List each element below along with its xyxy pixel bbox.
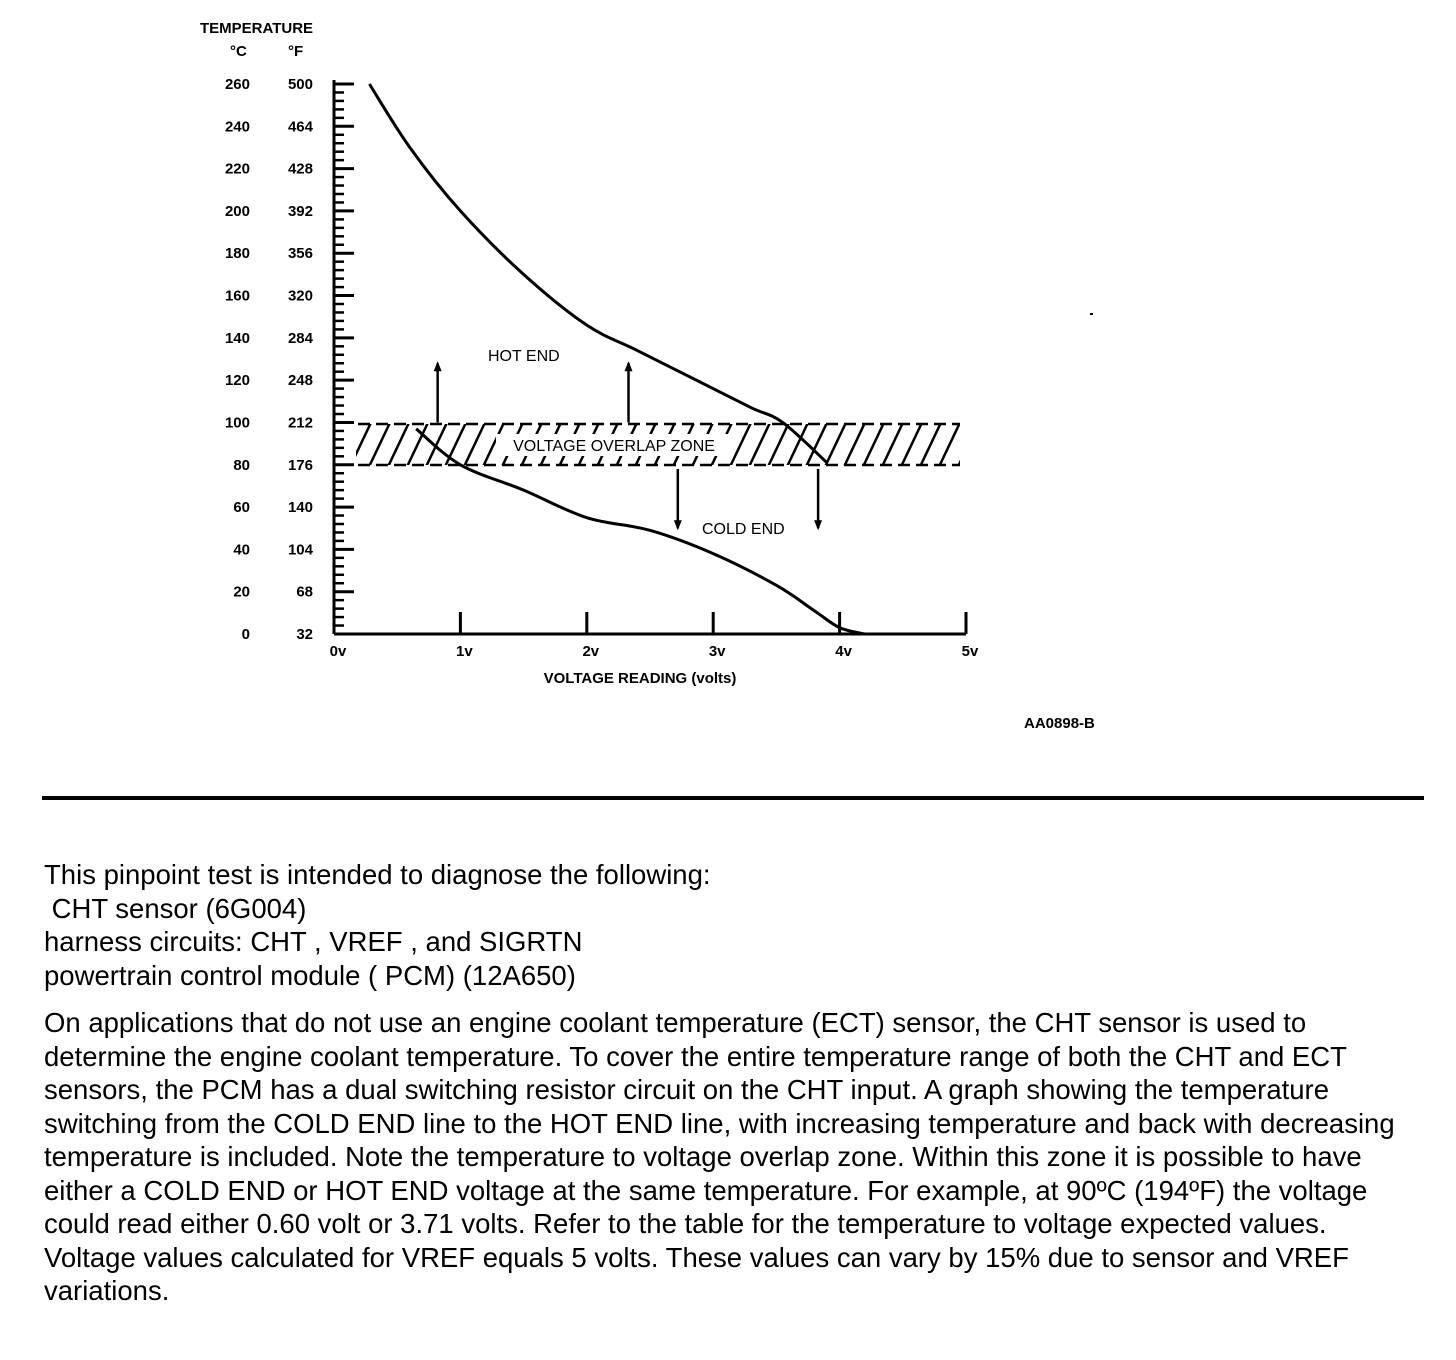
y-tick-label-fahrenheit: 68 <box>296 583 313 601</box>
overlap-hatch-line <box>426 420 448 466</box>
cold-end-curve <box>416 429 865 634</box>
figure-id: AA0898-B <box>1024 715 1095 732</box>
y-tick-label-celsius: 20 <box>233 583 250 601</box>
y-tick-label-celsius: 120 <box>224 372 250 390</box>
cold-end-label: COLD END <box>702 521 785 538</box>
y-tick-label-fahrenheit: 500 <box>287 76 313 93</box>
y-tick-label-celsius: 180 <box>224 245 250 263</box>
overlap-hatch-line <box>901 420 923 466</box>
overlap-hatch-line <box>350 420 372 466</box>
y-tick-label-celsius: 160 <box>224 287 250 305</box>
y-tick-label-celsius: 100 <box>224 414 250 432</box>
y-tick-label-celsius: 40 <box>233 541 250 559</box>
transition-arrow-head <box>674 520 682 530</box>
x-tick-label: 2v <box>582 643 600 660</box>
y-tick-label-celsius: 220 <box>224 160 250 178</box>
x-tick-label: 0v <box>329 643 347 660</box>
y-tick-label-fahrenheit: 104 <box>287 541 313 559</box>
y-tick-label-celsius: 260 <box>224 76 250 93</box>
overlap-hatch-line <box>464 420 486 466</box>
y-axis-fahrenheit-unit: °F <box>288 43 304 60</box>
transition-arrow-head <box>434 361 442 371</box>
transition-arrow-head <box>814 520 822 530</box>
item-cht-sensor: CHT sensor (6G004) <box>44 892 307 924</box>
overlap-hatch-line <box>882 420 904 466</box>
x-axis-title: VOLTAGE READING (volts) <box>543 670 737 687</box>
overlap-hatch-line <box>844 420 866 466</box>
stray-dot-mark <box>1090 313 1093 315</box>
y-tick-label-celsius: 0 <box>241 626 250 643</box>
overlap-hatch-line <box>407 420 429 466</box>
voltage-overlap-zone <box>350 420 999 466</box>
y-tick-label-fahrenheit: 248 <box>287 372 313 390</box>
y-tick-label-celsius: 60 <box>233 499 250 517</box>
overlap-hatch-line <box>920 420 942 466</box>
paragraph-description: On applications that do not use an engine coolant temperature (ECT) sensor, the CHT sensor is used to determine the engine coolant temperature. To cover the entire temperature range of both the CHT and ECT sensors, the PCM has a dual switching resistor circuit on the CHT input. A graph showing the temperature switching from the COLD END line to the HOT END line, with increasing temperature and back with decreasing temperature is included. Note the temperature to voltage overlap zone. Within this zone it is possible to have either a COLD END or HOT END voltage at the same temperature. For example, at 90ºC (194ºF) the voltage could read either 0.60 volt or 3.71 volts. Refer to the table for the temperature to voltage expected values. <box>44 1007 1395 1239</box>
y-tick-label-celsius: 200 <box>224 202 250 220</box>
y-tick-label-celsius: 80 <box>233 456 250 474</box>
x-tick-label: 5v <box>961 643 979 660</box>
y-tick-label-fahrenheit: 356 <box>287 245 313 263</box>
y-tick-label-fahrenheit: 320 <box>287 287 313 305</box>
x-tick-label: 3v <box>708 643 726 660</box>
y-tick-label-celsius: 140 <box>224 329 250 347</box>
y-tick-label-fahrenheit: 176 <box>287 456 313 474</box>
paragraph-vref-note: Voltage values calculated for VREF equals 5 volts. These values can vary by 15% due to sensor and VREF variations. <box>44 1241 1349 1306</box>
overlap-hatch-line <box>369 420 391 466</box>
overlap-hatch-line <box>939 420 961 466</box>
x-tick-label: 4v <box>835 643 852 660</box>
overlap-hatch-line <box>825 420 847 466</box>
item-harness-circuits: harness circuits: CHT , VREF , and SIGRTN <box>44 926 583 957</box>
y-tick-label-fahrenheit: 32 <box>296 626 313 643</box>
overlap-hatch-line <box>958 420 980 466</box>
y-tick-label-fahrenheit: 212 <box>287 414 313 432</box>
overlap-hatch-line <box>977 420 999 466</box>
intro-text: This pinpoint test is intended to diagnose the following: <box>44 859 711 890</box>
y-axis-celsius-unit: °C <box>230 43 247 60</box>
y-tick-label-fahrenheit: 392 <box>287 202 313 220</box>
y-axis-title: TEMPERATURE <box>200 20 314 37</box>
overlap-hatch-line <box>388 420 410 466</box>
y-tick-label-fahrenheit: 464 <box>287 118 313 136</box>
overlap-hatch-line <box>445 420 467 466</box>
overlap-hatch-line <box>863 420 885 466</box>
description-text <box>44 858 1434 1308</box>
item-pcm: powertrain control module ( PCM) (12A650) <box>44 959 576 991</box>
hot-end-label: HOT END <box>488 348 560 365</box>
overlap-hatch-line <box>749 420 771 466</box>
y-tick-label-celsius: 240 <box>224 118 250 136</box>
transition-arrow-head <box>625 361 633 371</box>
y-tick-label-fahrenheit: 284 <box>287 329 313 347</box>
x-tick-label: 1v <box>456 643 473 660</box>
overlap-hatch-line <box>730 420 752 466</box>
section-divider <box>42 796 1424 800</box>
y-tick-label-fahrenheit: 140 <box>287 499 313 517</box>
overlap-zone-label: VOLTAGE OVERLAP ZONE <box>513 438 715 455</box>
y-tick-label-fahrenheit: 428 <box>287 160 313 178</box>
